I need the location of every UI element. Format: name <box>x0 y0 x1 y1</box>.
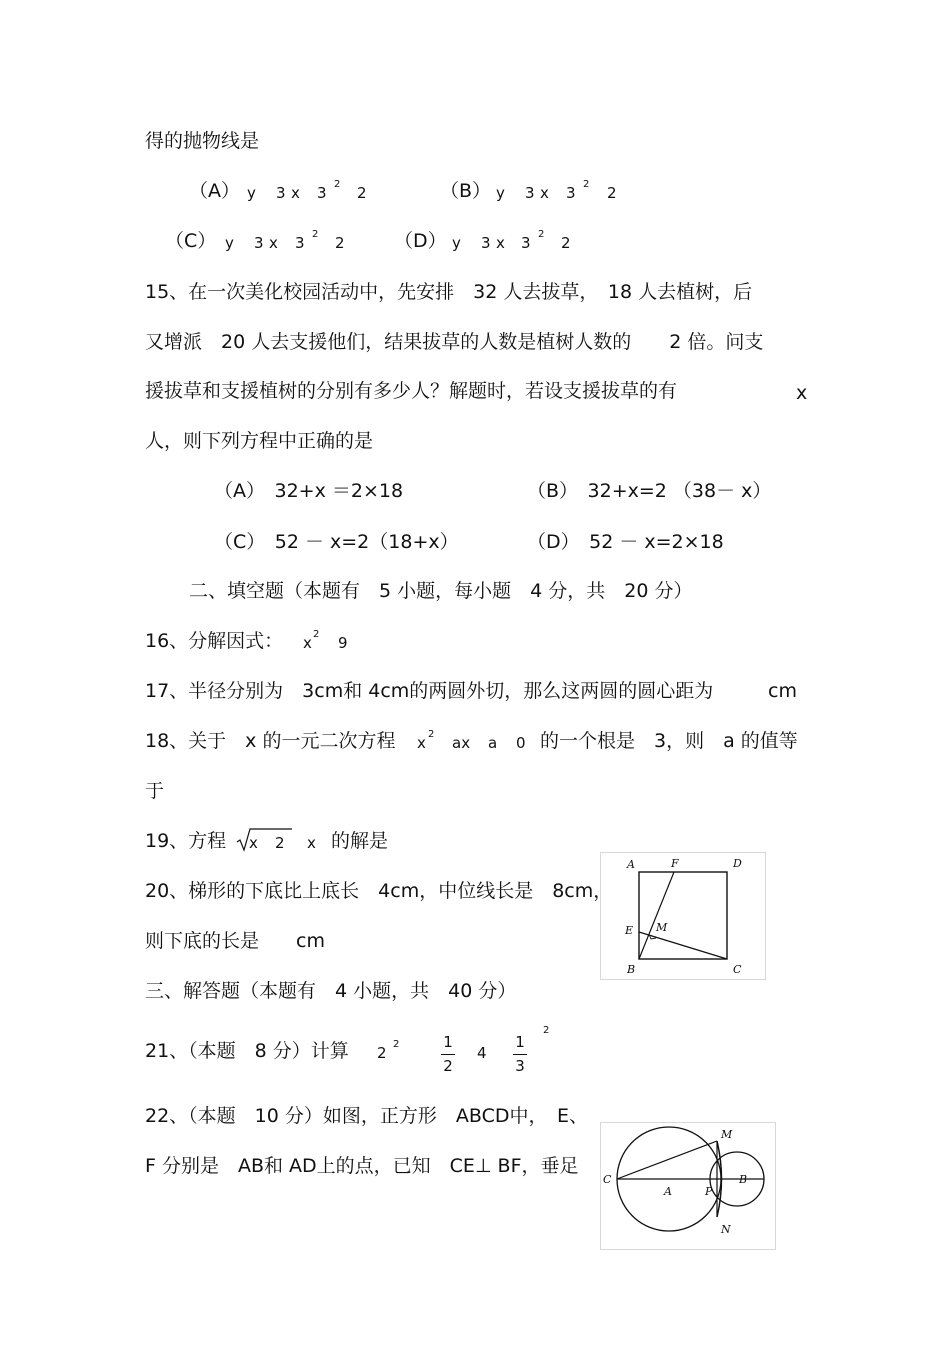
label-F: F <box>671 857 679 870</box>
fraction-one-third: 1 3 <box>513 1035 527 1074</box>
circles-figure <box>600 1122 776 1250</box>
label-D: D <box>733 857 742 870</box>
label-N: N <box>721 1223 731 1236</box>
q17-text: 17、半径分别为 3cm和 4cm的两圆外切，那么这两圆的圆心距为 <box>145 680 714 702</box>
label-E: E <box>625 924 634 937</box>
q22-line1: 22、（本题 10 分）如图，正方形 ABCD中， E、 <box>145 1105 588 1127</box>
label-C: C <box>733 963 742 976</box>
q17-unit: cm <box>768 680 797 702</box>
label-M: M <box>721 1128 733 1141</box>
q15-option-d: （D） 52 － x=2×18 <box>527 531 724 553</box>
q15-option-b: （B） 32+x=2 （38－ x） <box>527 480 772 502</box>
q15-line4: 人，则下列方程中正确的是 <box>145 430 374 452</box>
q15-variable-x: x <box>796 382 808 404</box>
q20-unit: cm <box>296 930 325 952</box>
q20-line2: 则下底的长是 <box>145 930 260 952</box>
label-A: A <box>664 1185 672 1198</box>
q22-line2: F 分别是 AB和 AD上的点，已知 CE⊥ BF，垂足 <box>145 1155 579 1177</box>
q15-option-c: （C） 52 － x=2（18+x） <box>214 531 459 553</box>
square-figure <box>600 852 766 980</box>
label-P: P <box>705 1185 713 1198</box>
section-answer-title: 三、解答题（本题有 4 小题，共 40 分） <box>145 980 517 1002</box>
label-M: M <box>656 921 668 934</box>
section-fill-in-title: 二、填空题（本题有 5 小题，每小题 4 分，共 20 分） <box>189 580 693 602</box>
q14-tail: 得的抛物线是 <box>145 130 260 152</box>
q18-line2: 于 <box>145 780 165 802</box>
label-A: A <box>627 858 635 871</box>
fraction-one-half: 1 2 <box>441 1035 455 1074</box>
q15-line2: 又增派 20 人去支援他们，结果拔草的人数是植树人数的 2 倍。问支 <box>145 331 764 353</box>
q15-line1: 15、在一次美化校园活动中，先安排 32 人去拔草， 18 人去植树，后 <box>145 281 753 303</box>
label-C: C <box>603 1173 612 1186</box>
q15-line3: 援拔草和支援植树的分别有多少人？解题时，若设支援拔草的有 <box>145 380 678 402</box>
label-B: B <box>627 963 636 976</box>
label-B: B <box>739 1173 748 1186</box>
q15-option-a: （A） 32+x ＝2×18 <box>214 480 404 502</box>
q20-line1: 20、梯形的下底比上底长 4cm，中位线长是 8cm， <box>145 880 613 902</box>
